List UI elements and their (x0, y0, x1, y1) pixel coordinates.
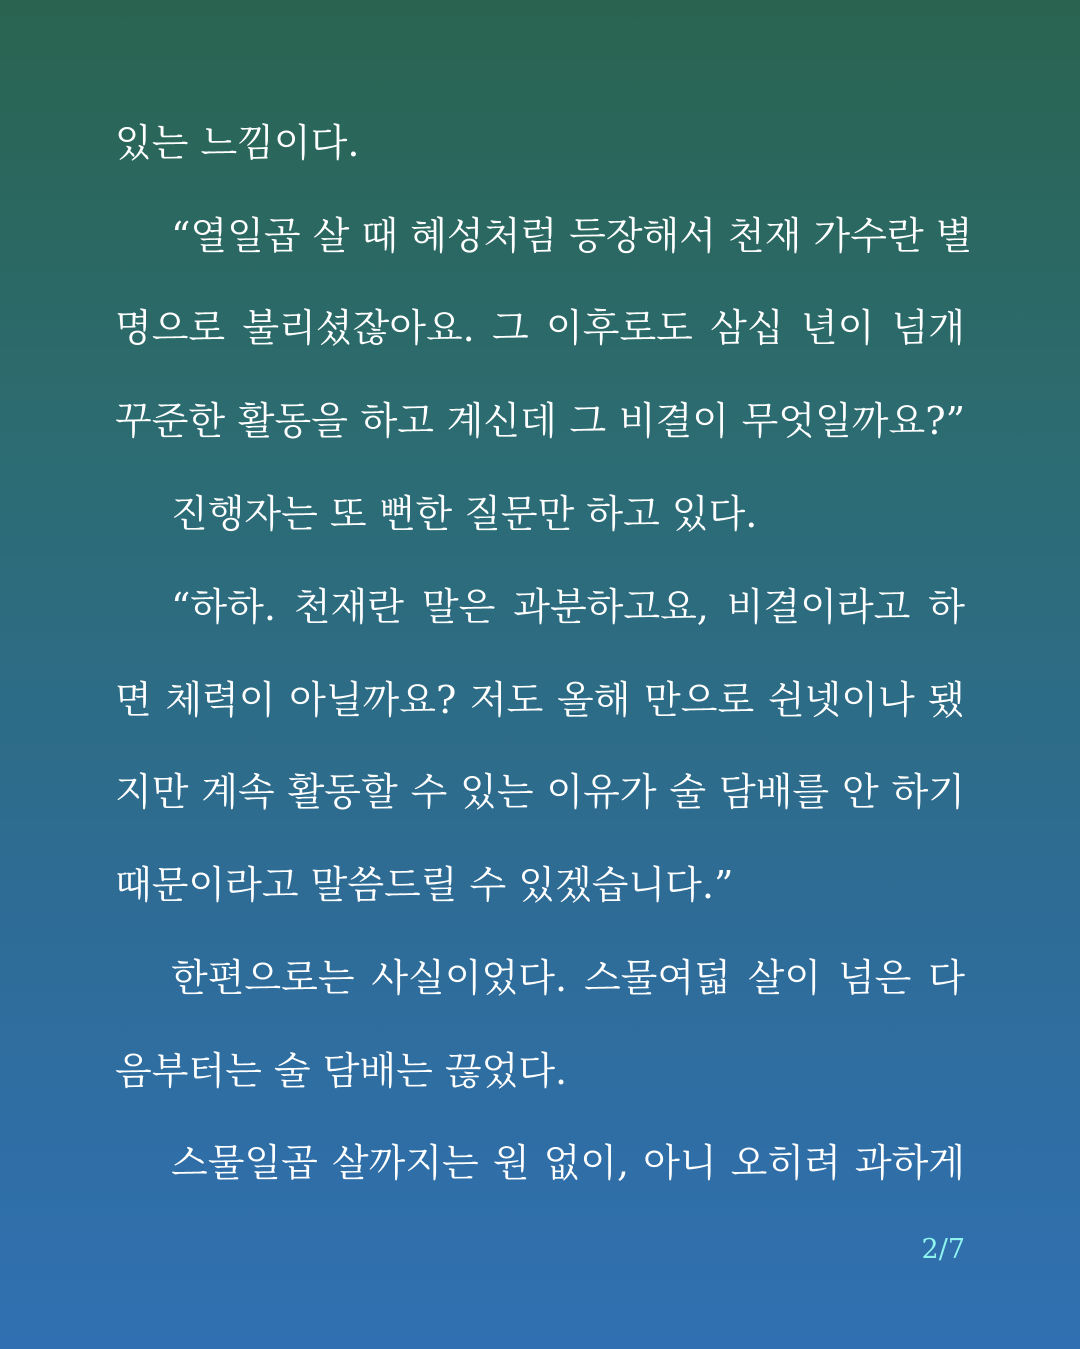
text-line-8: 지만 계속 활동할 수 있는 이유가 술 담배를 안 하기 (115, 770, 965, 814)
text-line-6: “하하. 천재란 말은 과분하고요, 비결이라고 하 (171, 585, 965, 629)
text-line-4: 꾸준한 활동을 하고 계신데 그 비결이 무엇일까요?” (115, 399, 965, 443)
page-number: 2/7 (921, 1234, 965, 1265)
text-line-12: 스물일곱 살까지는 원 없이, 아니 오히려 과하게 (171, 1141, 965, 1185)
text-line-5: 진행자는 또 뻔한 질문만 하고 있다. (171, 492, 758, 536)
text-line-3: 명으로 불리셨잖아요. 그 이후로도 삼십 년이 넘개 (115, 306, 965, 350)
text-line-10: 한편으로는 사실이었다. 스물여덟 살이 넘은 다 (171, 956, 965, 1000)
text-line-1: 있는 느낌이다. (115, 121, 360, 165)
text-line-11: 음부터는 술 담배는 끊었다. (115, 1049, 568, 1093)
text-line-2: “열일곱 살 때 혜성처럼 등장해서 천재 가수란 별 (171, 214, 973, 258)
text-line-7: 면 체력이 아닐까요? 저도 올해 만으로 쉰넷이나 됐 (115, 678, 965, 722)
text-line-9: 때문이라고 말씀드릴 수 있겠습니다.” (115, 863, 734, 907)
